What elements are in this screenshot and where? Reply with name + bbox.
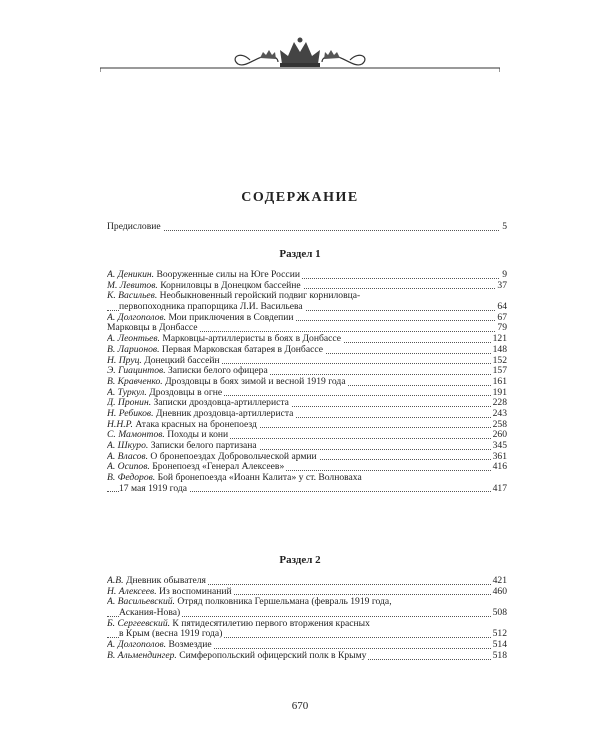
entry-author: А. Туркул.	[107, 387, 147, 398]
entry-author: В. Альмендингер.	[107, 650, 177, 661]
entry-title: Записки белого партизана	[150, 441, 257, 452]
entry-title: Дроздовцы в боях зимой и весной 1919 года	[165, 376, 346, 387]
entry-title: К пятидесятилетию первого вторжения красных	[172, 618, 370, 629]
entry-author: С. Мамонтов.	[107, 430, 165, 441]
entry-page: 79	[497, 323, 507, 334]
entry-page: 260	[492, 430, 507, 441]
entry-page: 460	[492, 586, 507, 597]
toc-entry	[107, 377, 507, 388]
section-1-list	[107, 270, 507, 494]
toc-entry	[107, 452, 507, 463]
entry-author: А. Долгополов.	[107, 312, 167, 323]
toc-entry	[107, 388, 507, 399]
entry-page: 258	[492, 419, 507, 430]
section-1-heading: Раздел 1	[279, 248, 321, 260]
entry-title-continued: 17 мая 1919 года	[119, 482, 188, 494]
entry-title: Мои приключения в Совдепии	[168, 312, 294, 323]
toc-entry	[107, 270, 507, 281]
entry-author: Н. Ребиков.	[107, 408, 154, 419]
crown-ornament-icon	[100, 28, 500, 78]
toc-entry	[107, 441, 507, 452]
toc-entry	[107, 597, 507, 618]
entry-author: А. Долгополов.	[107, 640, 167, 651]
entry-title: Первая Марковская батарея в Донбассе	[161, 344, 323, 355]
section-2-list	[107, 576, 507, 662]
toc-entry	[107, 651, 507, 662]
entry-title: Возмездие	[168, 640, 212, 651]
entry-title-continued: первопоходника прапорщика Л.И. Васильева	[119, 301, 303, 313]
entry-author: Н. Алексеев.	[107, 586, 157, 597]
entry-author: А. Осипов.	[107, 462, 150, 473]
toc-entry	[107, 334, 507, 345]
entry-author: В. Кравченко.	[107, 376, 163, 387]
entry-page: 514	[492, 640, 507, 651]
entry-title: Из воспоминаний	[159, 586, 232, 597]
toc-entry	[107, 409, 507, 420]
entry-author: К. Васильев.	[107, 291, 158, 302]
toc-entry	[107, 345, 507, 356]
entry-page: 121	[492, 334, 507, 345]
toc-entry	[107, 313, 507, 324]
section-2-heading: Раздел 2	[279, 554, 321, 566]
entry-page: 67	[497, 312, 507, 323]
entry-author: А. Деникин.	[107, 270, 155, 280]
entry-title: Предисловие	[107, 222, 161, 232]
toc-entry	[107, 291, 507, 312]
entry-author: М. Левитов.	[107, 280, 158, 291]
entry-title: Бронепоезд «Генерал Алексеев»	[152, 462, 285, 473]
toc-entry	[107, 640, 507, 651]
entry-page: 157	[492, 366, 507, 377]
entry-page: 508	[492, 607, 507, 619]
toc-entry	[107, 356, 507, 367]
toc-entry	[107, 323, 507, 334]
entry-author: Б. Сергеевский.	[107, 618, 171, 629]
entry-page: 345	[492, 441, 507, 451]
toc-entry	[107, 420, 507, 431]
entry-page: 5	[502, 222, 507, 232]
entry-title: Дневник обывателя	[125, 576, 206, 586]
toc-entry	[107, 473, 507, 494]
entry-author: А.В.	[107, 576, 124, 586]
entry-title: Записки дроздовца-артиллериста	[153, 398, 289, 409]
preface-entry	[107, 222, 507, 233]
entry-page: 37	[497, 280, 507, 291]
entry-title: Корниловцы в Донецком бассейне	[160, 280, 301, 291]
entry-page: 64	[497, 301, 507, 313]
entry-author: Н. Пруц.	[107, 355, 142, 366]
entry-title: Дневник дроздовца-артиллериста	[155, 408, 294, 419]
entry-author: Э. Гиацинтов.	[107, 366, 166, 377]
entry-author: А. Власов.	[107, 451, 148, 462]
toc-entry	[107, 398, 507, 409]
entry-title-continued: в Крым (весна 1919 года)	[119, 628, 223, 640]
entry-title: Необыкновенный геройский подвиг корниловца-	[159, 291, 361, 302]
entry-title: Вооруженные силы на Юге России	[156, 270, 300, 280]
entry-title-continued: Аскания-Нова)	[119, 607, 181, 619]
toc-entry	[107, 222, 507, 233]
entry-page: 361	[492, 451, 507, 462]
entry-page: 161	[492, 376, 507, 387]
entry-author: Д. Пронин.	[107, 398, 152, 409]
entry-page: 191	[492, 387, 507, 398]
toc-entry	[107, 587, 507, 598]
entry-title: Марковцы-артиллеристы в боях в Донбассе	[162, 334, 342, 345]
entry-title: О бронепоездах Добровольческой армии	[150, 451, 317, 462]
entry-page: 148	[492, 344, 507, 355]
entry-title: Симферопольский офицерский полк в Крыму	[179, 650, 367, 661]
entry-page: 152	[492, 355, 507, 366]
entry-title: Атака красных на бронепоезд	[135, 419, 257, 430]
entry-title: Дроздовцы в огне	[149, 387, 223, 398]
entry-page: 512	[492, 628, 507, 640]
entry-page: 228	[492, 398, 507, 409]
entry-title: Походы и кони	[167, 430, 229, 441]
entry-page: 518	[492, 650, 507, 661]
entry-author: А. Васильевский.	[107, 597, 175, 608]
entry-title: Бой бронепоезда «Иоанн Калита» у ст. Волноваха	[157, 473, 362, 484]
page-title: СОДЕРЖАНИЕ	[241, 190, 359, 205]
entry-page: 9	[502, 270, 507, 280]
entry-author: А. Шкуро.	[107, 441, 149, 452]
toc-entry	[107, 576, 507, 587]
toc-entry	[107, 619, 507, 640]
toc-entry	[107, 462, 507, 473]
entry-title: Отряд полковника Гершельмана (февраль 1919 года,	[177, 597, 392, 608]
page-number: 670	[291, 700, 309, 712]
entry-page: 421	[492, 576, 507, 586]
entry-author: В. Ларионов.	[107, 344, 160, 355]
entry-page: 416	[492, 462, 507, 473]
entry-author: А. Леонтьев.	[107, 334, 160, 345]
entry-title: Записки белого офицера	[168, 366, 268, 377]
entry-title: Марковцы в Донбассе	[107, 323, 198, 334]
entry-title: Донецкий бассейн	[144, 355, 220, 366]
toc-entry	[107, 366, 507, 377]
entry-page: 243	[492, 408, 507, 419]
toc-entry	[107, 281, 507, 292]
entry-author: Н.Н.Р.	[107, 419, 133, 430]
entry-author: В. Федоров.	[107, 473, 156, 484]
toc-entry	[107, 430, 507, 441]
entry-page: 417	[492, 482, 507, 494]
